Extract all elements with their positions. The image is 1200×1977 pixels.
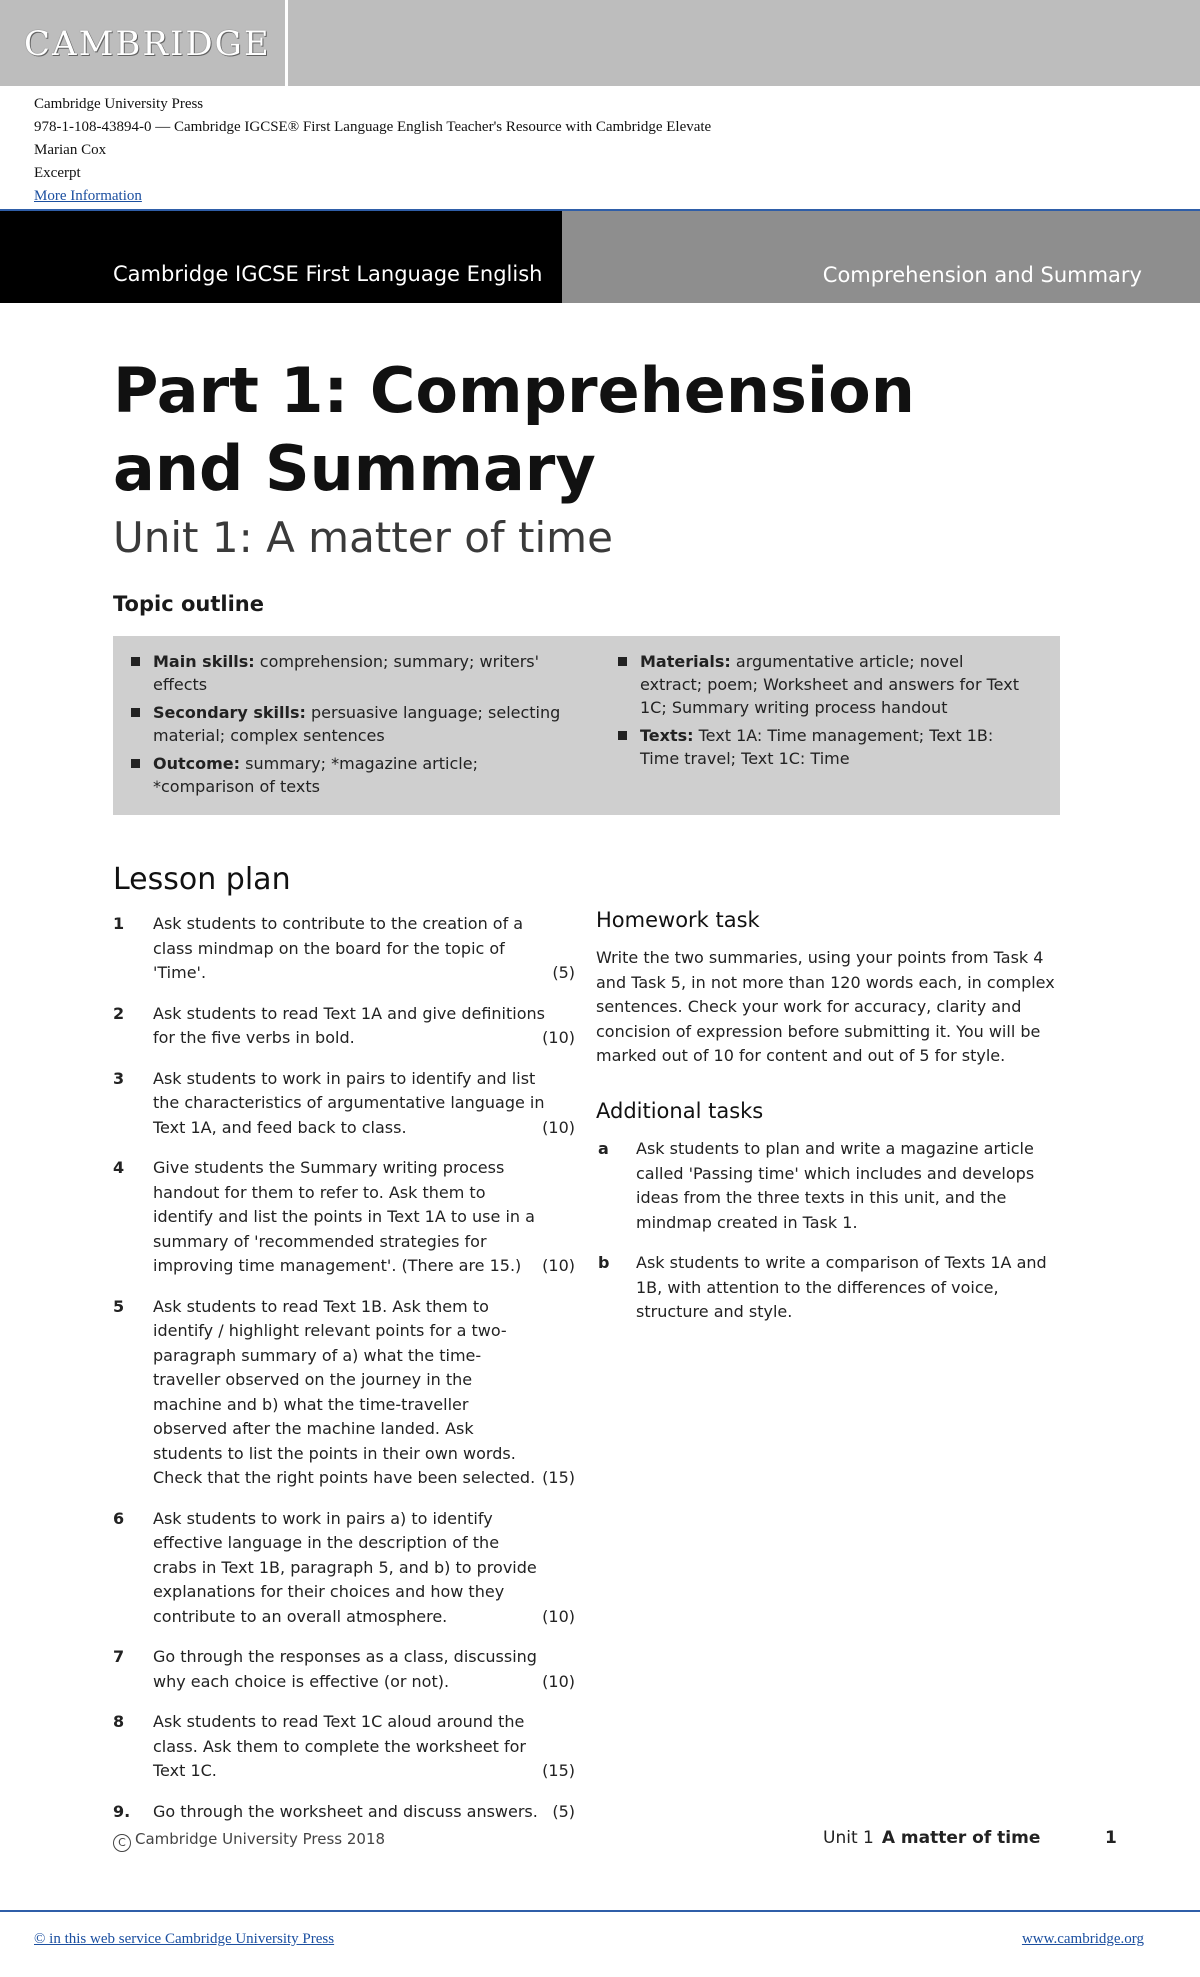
lesson-points: (15) [542,1468,575,1487]
lesson-points: (10) [542,1606,575,1626]
unit-title: Unit 1: A matter of time [113,513,613,562]
page-number: 1 [1105,1828,1117,1848]
lesson-item [113,1295,575,1491]
task-text: Ask students to plan and write a magazine article called 'Passing time' which includes and develops ideas from the three texts in this unit, and the mindmap created in Task 1. [636,1139,1035,1232]
lesson-number: 2 [113,1003,125,1023]
outline-label: Texts: [640,726,694,745]
author: Marian Cox [34,142,107,158]
lesson-points: (10) [542,1028,575,1047]
brand-divider [285,0,288,86]
copyright-icon: C [113,1834,131,1852]
bullet-square-icon [131,708,140,717]
additional-tasks-heading: Additional tasks [596,1099,764,1123]
outline-text: summary; *magazine article; *comparison of texts [153,754,478,796]
section-title: Comprehension and Summary [822,263,1142,287]
header-band-left [0,211,562,303]
cambridge-logo[interactable]: CAMBRIDGE [24,24,271,64]
lesson-number: 6 [113,1508,125,1528]
publisher: Cambridge University Press [34,96,204,112]
outline-column-left [129,650,569,803]
lesson-points: (10) [542,1671,575,1691]
lesson-text: Go through the worksheet and discuss answers. [153,1801,538,1821]
additional-task-item [596,1137,1061,1235]
lesson-points: (5) [552,963,575,982]
isbn-title: 978-1-108-43894-0 — Cambridge IGCSE® First Language English Teacher's Resource with Cambridge Elevate [34,119,712,135]
lesson-text: Ask students to work in pairs to identify and list the characteristics of argumentative language in Text 1A, and feed back to class. [153,1068,545,1137]
task-letter: b [598,1253,610,1272]
website-link[interactable]: www.cambridge.org [1021,1931,1144,1947]
additional-task-item [596,1251,1061,1325]
task-letter: a [598,1139,609,1158]
lesson-item [113,912,575,986]
copyright [113,1830,385,1852]
course-title: Cambridge IGCSE First Language English [113,262,543,286]
lesson-item [113,1156,575,1279]
bottom-divider [0,1910,1200,1912]
outline-item [129,650,569,696]
doc-type: Excerpt [34,165,81,181]
lesson-points: (5) [552,1801,575,1821]
unit-footer-name: A matter of time [881,1828,1041,1848]
outline-text: persuasive language; selecting material; complex sentences [153,703,561,745]
lesson-text: Ask students to contribute to the creation of a class mindmap on the board for the topic of 'Time'. [153,914,524,982]
lesson-number: 4 [113,1158,125,1177]
part-title: Part 1: Comprehension and Summary [113,354,915,505]
lesson-item [113,1800,575,1825]
lesson-number: 1 [113,914,125,933]
outline-item [129,752,569,798]
lesson-text: Ask students to read Text 1C aloud around the class. Ask them to complete the worksheet for Text 1C. [153,1712,527,1780]
lesson-text: Go through the responses as a class, discussing why each choice is effective (or not). [153,1647,537,1691]
outline-text: comprehension; summary; writers' effects [153,652,540,694]
lesson-points: (15) [542,1761,575,1780]
lesson-points: (10) [542,1256,575,1275]
lesson-text: Give students the Summary writing process handout for them to refer to. Ask them to identify and list the points in Text 1A to use in a summary of 'recommended strategies for improving time management'. (There are 15.) [153,1158,535,1275]
lesson-text: Ask students to read Text 1B. Ask them to identify / highlight relevant points for a two-paragraph summary of a) what the time-traveller observed on the journey in the machine and b) what the time-traveller observed after the machine landed. Ask students to list the points in their own words. Check that the right points have been selected. [153,1296,536,1487]
lesson-points: (10) [542,1117,575,1137]
copyright-text: Cambridge University Press 2018 [135,1830,386,1848]
task-text: Ask students to write a comparison of Texts 1A and 1B, with attention to the differences of voice, structure and style. [636,1253,1047,1321]
publisher-meta [34,93,711,208]
lesson-text: Ask students to work in pairs a) to identify effective language in the description of the crabs in Text 1B, paragraph 5, and b) to provide explanations for their choices and how they contribute to an overall atmosphere. [153,1508,537,1626]
bullet-square-icon [618,731,627,740]
lesson-item [113,1507,575,1630]
lesson-plan-list [113,912,575,1840]
outline-item [129,701,569,747]
bullet-square-icon [618,657,627,666]
outline-label: Main skills: [153,652,255,671]
outline-column-right [616,650,1026,775]
outline-text: Text 1A: Time management; Text 1B: Time travel; Text 1C: Time [640,726,994,768]
additional-tasks-list [596,1137,1061,1341]
lesson-item [113,1067,575,1141]
outline-item [616,650,1026,719]
lesson-number: 3 [113,1068,125,1088]
outline-label: Materials: [640,652,731,671]
unit-footer-label: Unit 1 [823,1828,874,1848]
outline-label: Outcome: [153,754,241,773]
outline-item [616,724,1026,770]
homework-heading: Homework task [596,908,760,932]
unit-footer [823,1828,1040,1848]
lesson-item [113,1645,575,1694]
web-service-link[interactable]: © in this web service Cambridge University Press [34,1931,335,1947]
bullet-square-icon [131,657,140,666]
lesson-plan-heading: Lesson plan [113,862,291,897]
more-information-link[interactable]: More Information [34,188,142,204]
lesson-item [113,1710,575,1784]
outline-label: Secondary skills: [153,703,306,722]
lesson-number: 7 [113,1647,125,1666]
lesson-number: 5 [113,1296,125,1316]
lesson-number: 8 [113,1712,125,1731]
header-band-right [562,211,1200,303]
topic-outline-heading: Topic outline [113,592,264,616]
homework-text: Write the two summaries, using your points from Task 4 and Task 5, in not more than 120 words each, in complex sentences. Check your work for accuracy, clarity and concision of expression before submitting it. You will be marked out of 10 for content and out of 5 for style. [596,948,1055,1065]
outline-text: argumentative article; novel extract; poem; Worksheet and answers for Text 1C; Summary writing process handout [640,652,1019,717]
topic-outline-box [113,636,1060,815]
lesson-item [113,1002,575,1051]
bullet-square-icon [131,759,140,768]
lesson-number: 9. [113,1801,131,1821]
lesson-text: Ask students to read Text 1A and give definitions for the five verbs in bold. [153,1003,545,1047]
